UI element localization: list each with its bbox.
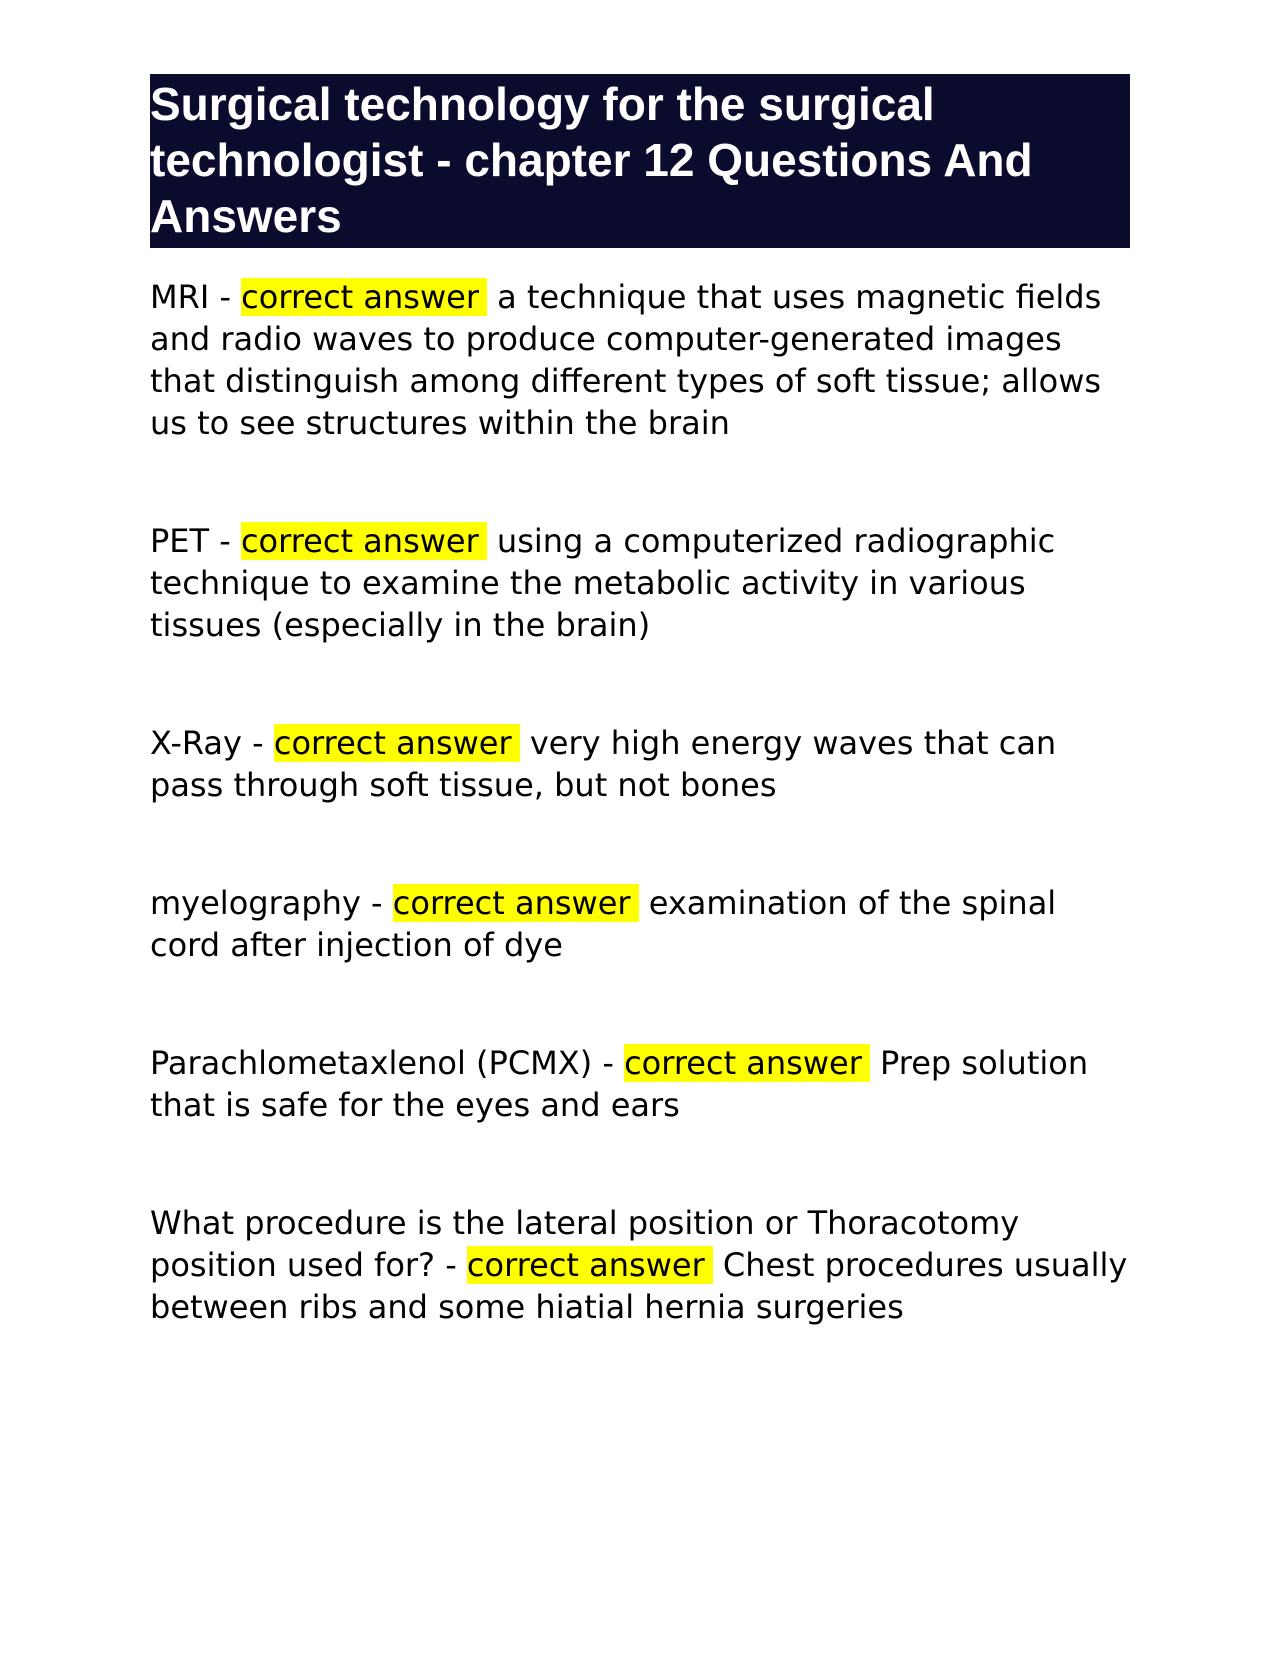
qa-term: What procedure is the lateral position or Thoracotomy position used for? - (150, 1204, 1020, 1284)
qa-answer: Prep solution that is safe for the eyes and ears (150, 1044, 1089, 1124)
document-page (150, 74, 1130, 1404)
qa-term: X-Ray - (150, 724, 274, 762)
qa-answer: very high energy waves that can pass through soft tissue, but not bones (150, 724, 1057, 804)
qa-term: MRI - (150, 278, 242, 316)
qa-item-xray (150, 722, 1130, 806)
qa-term: PET - (150, 522, 241, 560)
qa-list (150, 276, 1130, 1328)
qa-item-pcmx (150, 1042, 1130, 1126)
qa-item-mri (150, 276, 1130, 444)
qa-item-myelography (150, 882, 1130, 966)
document-title: Surgical technology for the surgical technologist - chapter 12 Questions And Answers (150, 74, 1130, 248)
qa-answer: using a computerized radiographic technique to examine the metabolic activity in various tissues (especially in the brain) (150, 522, 1056, 644)
correct-answer-highlight: correct answer (241, 522, 487, 560)
correct-answer-highlight: correct answer (241, 278, 487, 316)
qa-answer: a technique that uses magnetic fields and radio waves to produce computer-generated images that distinguish among different types of soft tissue; allows us to see structures within the brain (150, 278, 1102, 442)
qa-term: Parachlometaxlenol (PCMX) - (150, 1044, 625, 1082)
qa-item-pet (150, 520, 1130, 646)
correct-answer-highlight: correct answer (274, 724, 520, 762)
correct-answer-highlight: correct answer (624, 1044, 870, 1082)
correct-answer-highlight: correct answer (467, 1246, 713, 1284)
qa-term: myelography - (150, 884, 393, 922)
qa-answer: Chest procedures usually between ribs and some hiatial hernia surgeries (150, 1246, 1128, 1326)
correct-answer-highlight: correct answer (393, 884, 639, 922)
qa-answer: examination of the spinal cord after injection of dye (150, 884, 1057, 964)
qa-item-lateral-position (150, 1202, 1130, 1328)
